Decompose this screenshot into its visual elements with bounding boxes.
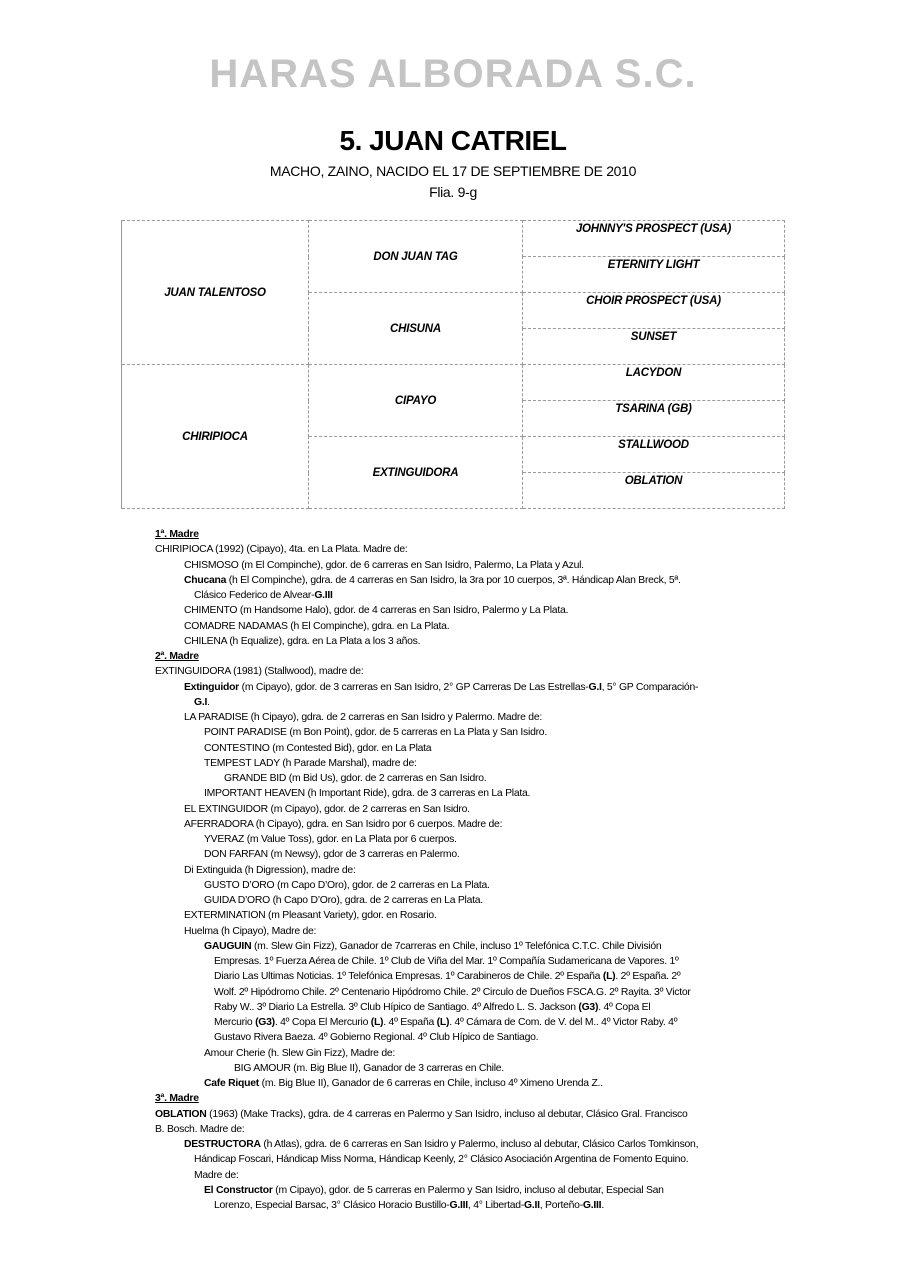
section-heading [155,527,785,542]
text-line [155,756,785,771]
text-span: Gustavo Rivera Baeza. 4º Gobierno Regional. 4º Club Hípico de Santiago. [214,1032,539,1044]
pedigree-gen3: JOHNNY'S PROSPECT (USA) [523,221,785,257]
text-span: Clásico Federico de Alvear- [194,590,315,601]
text-span: CHIMENTO (m Handsome Halo), gdor. de 4 carreras en San Isidro, Palermo y La Plata. [184,605,569,617]
bold-text: G.I [194,696,208,708]
text-span: . 4º Copa El [598,1001,651,1013]
text-span: . 4º Cámara de Com. de V. del M.. 4º Victor Raby. 4º [449,1017,678,1028]
text-span: . [601,1200,604,1211]
text-span: (h Atlas), gdra. de 6 carreras en San Isidro y Palermo, incluso al debutar, Clásico Carlos Tomkinson, [260,1139,699,1150]
text-line [155,1122,785,1137]
text-line [155,603,785,618]
text-span: POINT PARADISE (m Bon Point), gdor. de 5 carreras en La Plata y San Isidro. [204,727,547,739]
text-line [155,817,785,832]
text-span: Hándicap Foscari, Hándicap Miss Norma, Hándicap Keenly, 2° Clásico Asociación Argentina de Fomento Equino. [194,1154,689,1166]
text-line [155,695,785,710]
bold-text: G.III [449,1200,468,1211]
bold-text: G.II [524,1200,540,1211]
bold-text: G.III [582,1200,602,1211]
text-line [155,1183,785,1198]
text-span: GUIDA D’ORO (h Capo D’Oro), gdra. de 2 carreras en La Plata. [204,895,483,906]
pedigree-dam: CHIRIPIOCA [122,365,309,509]
text-span: (1963) (Make Tracks), gdra. de 4 carreras en Palermo y San Isidro, incluso al debutar, Clásico Gral. Francisco [206,1108,688,1120]
text-line [155,832,785,847]
text-line [155,1152,785,1167]
bold-text: OBLATION [155,1108,207,1120]
text-span: (m. Slew Gin Fizz), Ganador de 7carreras en Chile, incluso 1º Telefónica C.T.C. Chile División [251,940,662,952]
text-span: Diario Las Ultimas Noticias. 1º Telefónica Empresas. 1º Carabineros de Chile. 2º España [214,971,603,983]
text-span: GUSTO D’ORO (m Capo D’Oro), gdor. de 2 carreras en La Plata. [204,879,490,891]
section-heading [155,649,785,664]
bold-text: Cafe Riquet [204,1078,259,1089]
text-span: , 5° GP Comparación- [601,681,699,693]
text-line [155,878,785,893]
text-line [155,1168,785,1183]
pedigree-grandsire: DON JUAN TAG [309,221,523,293]
text-line [155,969,785,984]
text-span: 1ª. Madre [155,529,199,540]
text-line [155,619,785,634]
text-span: Madre de: [194,1169,239,1181]
text-line [155,1107,785,1122]
text-span: DON FARFAN (m Newsy), gdor de 3 carreras en Palermo. [204,849,460,861]
text-line [155,771,785,786]
text-line [155,939,785,954]
text-line [155,664,785,679]
bold-text: GAUGUIN [204,940,252,952]
bold-text: (L) [370,1017,384,1028]
text-span: COMADRE NADAMAS (h El Compinche), gdra. en La Plata. [184,620,450,632]
horse-title: 5. JUAN CATRIEL [339,125,567,156]
text-line [155,558,785,573]
section-heading [155,1091,785,1106]
text-span: CHILENA (h Equalize), gdra. en La Plata a los 3 años. [184,635,421,647]
family: Flia. 9-g [429,184,477,200]
text-line [155,802,785,817]
text-span: CHIRIPIOCA (1992) (Cipayo), 4ta. en La Plata. Madre de: [155,544,408,556]
text-span: Raby W.. 3º Diario La Estrella. 3º Club Hípico de Santiago. 4º Alfredo L. S. Jackson [214,1001,579,1013]
text-line [155,542,785,557]
text-span: CONTESTINO (m Contested Bid), gdor. en La Plata [204,742,432,754]
pedigree-gen3: CHOIR PROSPECT (USA) [523,293,785,329]
text-span: . 2º España. 2º [615,971,681,983]
pedigree-gen3: TSARINA (GB) [523,401,785,437]
text-line [155,786,785,801]
bold-text: G.I [588,681,602,693]
text-span: Lorenzo, Especial Barsac, 3° Clásico Horacio Bustillo- [214,1200,450,1211]
text-line [155,1198,785,1213]
text-line [155,680,785,695]
text-span: . 4º España [383,1017,437,1028]
text-span: B. Bosch. Madre de: [155,1123,245,1135]
text-line [155,741,785,756]
text-span: 2ª. Madre [155,651,199,662]
text-span: , 4° Libertad- [467,1200,525,1211]
text-line [155,710,785,725]
text-span: (m. Big Blue II), Ganador de 6 carreras en Chile, incluso 4º Ximeno Urenda Z.. [258,1078,603,1089]
pedigree-second-dam: EXTINGUIDORA [309,437,523,509]
text-span: 3ª. Madre [155,1093,199,1105]
text-line [155,1076,785,1091]
bold-text: Chucana [184,574,227,586]
text-span: TEMPEST LADY (h Parade Marshal), madre de: [204,757,417,769]
text-span: GRANDE BID (m Bid Us), gdor. de 2 carreras en San Isidro. [224,773,487,784]
text-line [155,1137,785,1152]
text-line [155,573,785,588]
text-line [155,725,785,740]
bold-text: (L) [436,1017,450,1028]
horse-description: MACHO, ZAINO, NACIDO EL 17 DE SEPTIEMBRE DE 2010 [269,163,637,179]
text-span: IMPORTANT HEAVEN (h Important Ride), gdra. de 3 carreras en La Plata. [204,788,531,800]
pedigree-table [121,220,785,509]
bold-text: DESTRUCTORA [184,1139,261,1150]
text-line [155,1046,785,1061]
text-line [155,1061,785,1076]
text-line [155,954,785,969]
text-line [155,1000,785,1015]
text-line [155,908,785,923]
bold-text: (G3) [578,1001,599,1013]
text-span: (m Cipayo), gdor. de 3 carreras en San Isidro, 2° GP Carreras De Las Estrellas- [238,681,589,693]
text-span: . [207,696,210,708]
text-span: Empresas. 1º Fuerza Aérea de Chile. 1º Club de Viña del Mar. 1º Compañía Sudamericana de Vapores. 1º [214,956,679,967]
pedigree-damsire: CIPAYO [309,365,523,437]
pedigree-gen3: SUNSET [523,329,785,365]
text-line [155,893,785,908]
pedigree-sire: JUAN TALENTOSO [122,221,309,365]
text-span: EXTINGUIDORA (1981) (Stallwood), madre de: [155,666,364,678]
pedigree-gen3: OBLATION [523,473,785,509]
female-line-text [155,527,785,1213]
text-span: , Porteño- [539,1200,583,1211]
bold-text: G.III [314,590,333,601]
text-span: CHISMOSO (m El Compinche), gdor. de 6 carreras en San Isidro, Palermo, La Plata y Azul. [184,559,584,571]
text-line [155,847,785,862]
text-line [155,863,785,878]
text-span: EL EXTINGUIDOR (m Cipayo), gdor. de 2 carreras en San Isidro. [184,803,470,815]
text-span: LA PARADISE (h Cipayo), gdra. de 2 carreras en San Isidro y Palermo. Madre de: [184,712,543,723]
text-span: (m Cipayo), gdor. de 5 carreras en Palermo y San Isidro, incluso al debutar, Especial San [272,1184,664,1196]
pedigree-gen3: STALLWOOD [523,437,785,473]
text-line [155,985,785,1000]
text-span: AFERRADORA (h Cipayo), gdra. en San Isidro por 6 cuerpos. Madre de: [184,818,503,830]
text-line [155,588,785,603]
text-span: Huelma (h Cipayo), Madre de: [184,925,317,937]
text-line [155,1030,785,1045]
text-span: Mercurio [214,1017,256,1028]
bold-text: Extinguidor [184,681,239,693]
bold-text: (G3) [255,1017,275,1028]
text-span: . 4º Copa El Mercurio [274,1017,371,1028]
bold-text: (L) [602,971,616,983]
text-span: EXTERMINATION (m Pleasant Variety), gdor. en Rosario. [184,910,437,922]
text-span: YVERAZ (m Value Toss), gdor. en La Plata por 6 cuerpos. [204,834,457,845]
pedigree-gen3: LACYDON [523,365,785,401]
stud-name: HARAS ALBORADA S.C. [209,52,697,96]
text-line [155,634,785,649]
text-span: Wolf. 2º Hipódromo Chile. 2º Centenario Hipódromo Chile. 2º Circulo de Dueños FSCA.G. 2º Rayita. 3º Victor [214,986,691,998]
text-line [155,924,785,939]
text-span: Di Extinguida (h Digression), madre de: [184,864,356,876]
text-span: Amour Cherie (h. Slew Gin Fizz), Madre de: [204,1047,396,1059]
pedigree-granddam: CHISUNA [309,293,523,365]
text-line [155,1015,785,1030]
bold-text: El Constructor [204,1184,273,1196]
text-span: (h El Compinche), gdra. de 4 carreras en San Isidro, la 3ra por 10 cuerpos, 3ª. Hándicap Alan Breck, 5ª. [226,574,681,586]
text-span: BIG AMOUR (m. Big Blue II), Ganador de 3 carreras en Chile. [234,1062,504,1074]
pedigree-gen3: ETERNITY LIGHT [523,257,785,293]
